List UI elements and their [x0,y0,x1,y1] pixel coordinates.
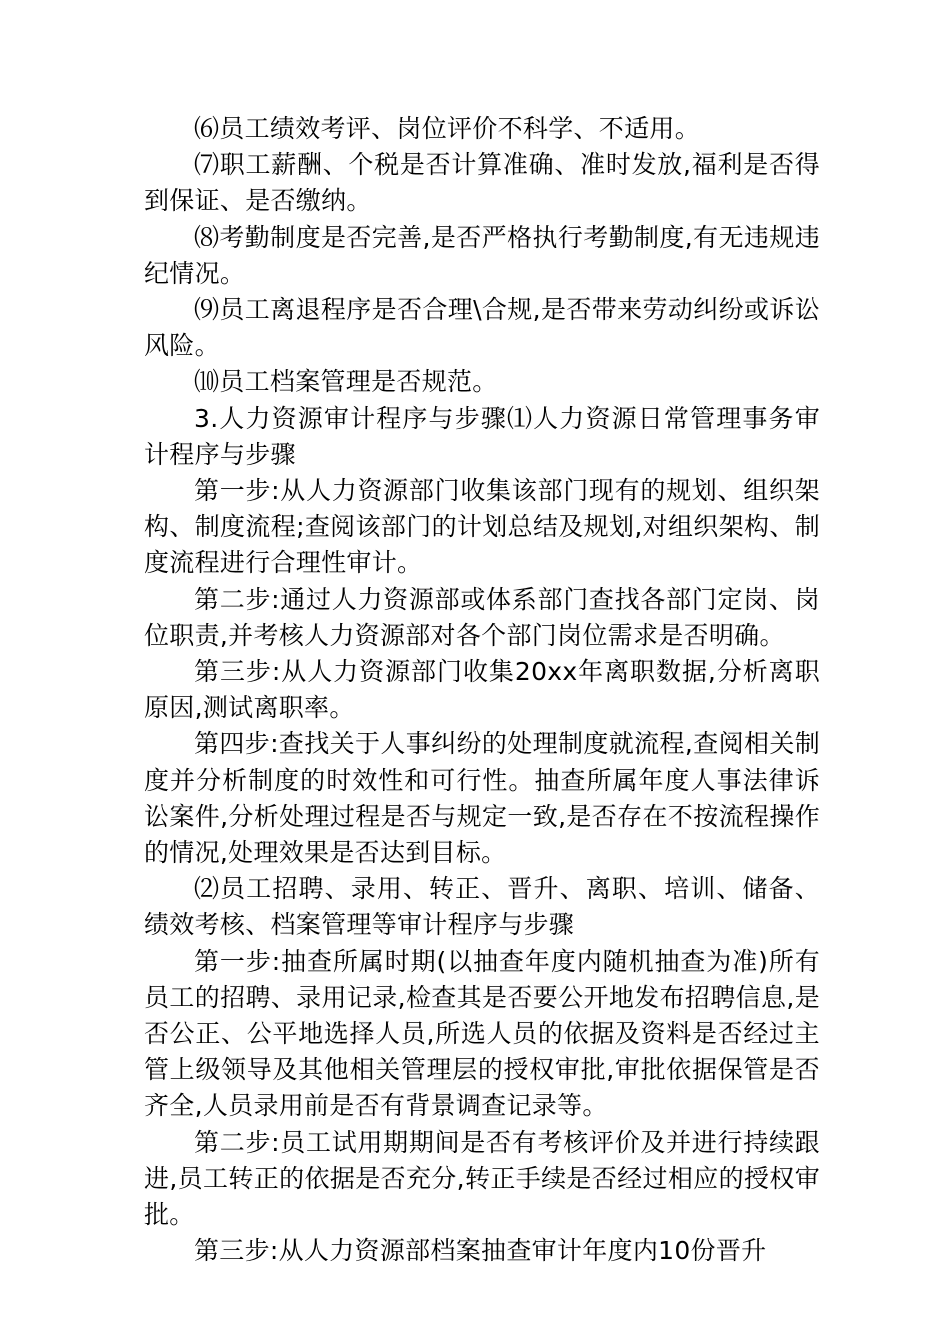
paragraph-step-3: 第三步:从人力资源部门收集20xx年离职数据,分析离职原因,测试离职率。 [144,657,820,723]
paragraph-item-7: ⑺职工薪酬、个税是否计算准确、准时发放,福利是否得到保证、是否缴纳。 [144,150,820,216]
paragraph-step-1: 第一步:从人力资源部门收集该部门现有的规划、组织架构、制度流程;查阅该部门的计划总结及规划,对组织架构、制度流程进行合理性审计。 [144,476,820,578]
paragraph-sub-step-3: 第三步:从人力资源部档案抽查审计年度内10份晋升 [194,1236,767,1266]
paragraph-item-9: ⑼员工离退程序是否合理\合规,是否带来劳动纠纷或诉讼风险。 [144,295,820,361]
paragraph-item-8: ⑻考勤制度是否完善,是否严格执行考勤制度,有无违规违纪情况。 [144,222,820,288]
paragraph-sub-step-2: 第二步:员工试用期期间是否有考核评价及并进行持续跟进,员工转正的依据是否充分,转正手续是否经过相应的授权审批。 [144,1127,820,1230]
paragraph-step-2: 第二步:通过人力资源部或体系部门查找各部门定岗、岗位职责,并考核人力资源部对各个部门岗位需求是否明确。 [144,584,820,650]
document-body [144,111,820,1270]
paragraph-item-10: ⑽员工档案管理是否规范。 [194,367,498,397]
section-heading-audit-procedures: 3.人力资源审计程序与步骤⑴人力资源日常管理事务审计程序与步骤 [144,403,820,469]
paragraph-item-6: ⑹员工绩效考评、岗位评价不科学、不适用。 [194,114,701,143]
subsection-heading-2: ⑵员工招聘、录用、转正、晋升、离职、培训、储备、绩效考核、档案管理等审计程序与步骤 [144,874,820,940]
paragraph-sub-step-1: 第一步:抽查所属时期(以抽查年度内随机抽查为准)所有员工的招聘、录用记录,检查其是否要公开地发布招聘信息,是否公正、公平地选择人员,所选人员的依据及资料是否经过主管上级领导及其他相关管理层的授权审批,审批依据保管是否齐全,人员录用前是否有背景调查记录等。 [144,946,820,1121]
paragraph-step-4: 第四步:查找关于人事纠纷的处理制度就流程,查阅相关制度并分析制度的时效性和可行性。抽查所属年度人事法律诉讼案件,分析处理过程是否与规定一致,是否存在不按流程操作的情况,处理效果是否达到目标。 [144,729,820,868]
